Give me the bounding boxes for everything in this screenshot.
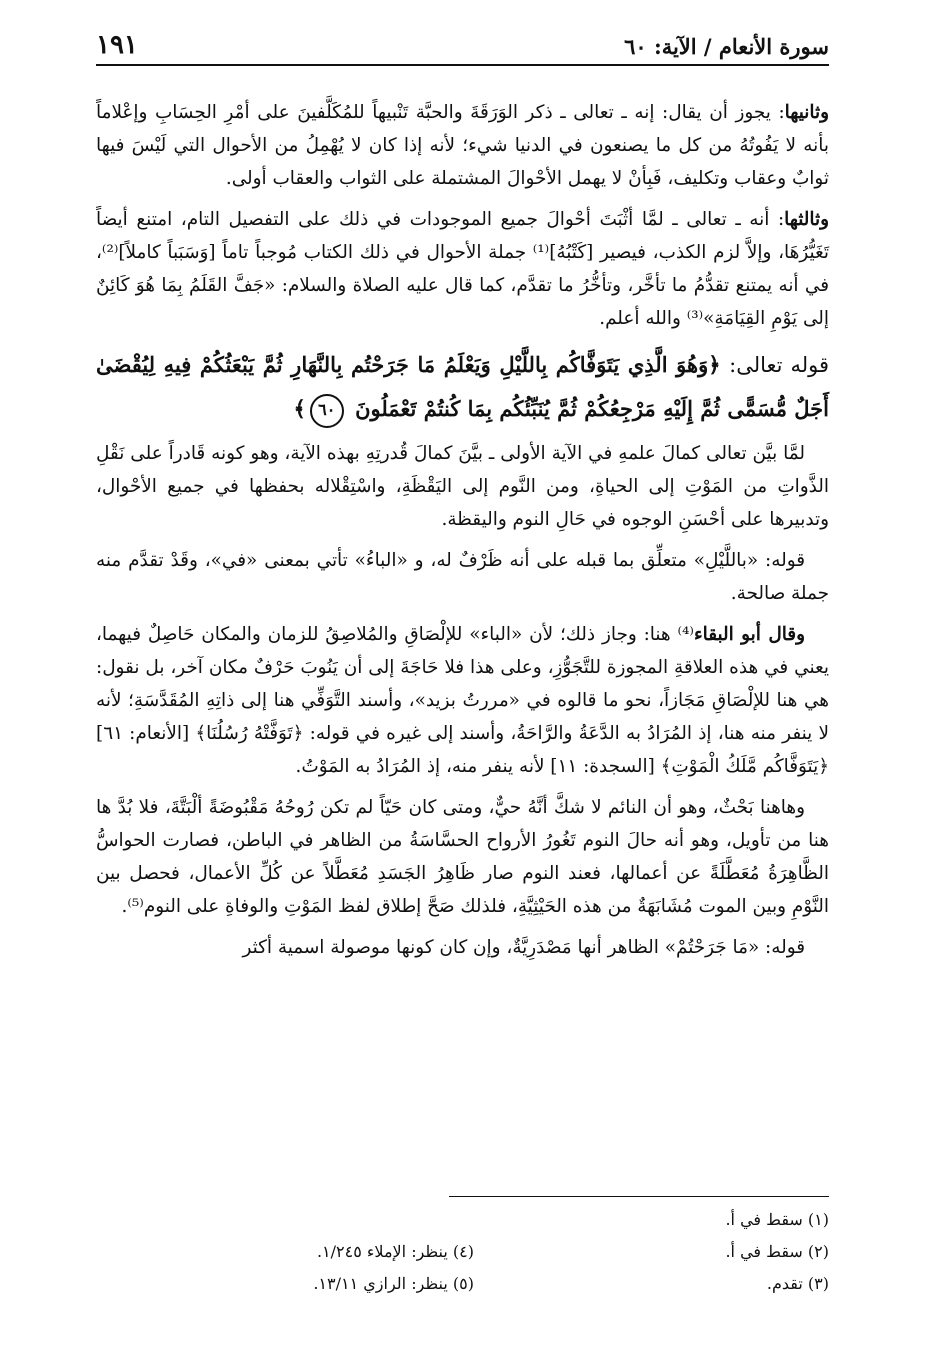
page-body — [96, 96, 829, 972]
paragraph-text: هنا: وجاز ذلك؛ لأن «الباء» للإلْصَاقِ والمُلاصِقُ للزمان والمكان حَاصِلٌ فيهما، يعني في هذه العلاقةِ المجوزة للتَّجَوُّزِ، وعلى هذا فلا حَاجَةَ إلى أن يَنُوبَ حَرْفٌ مكان آخر، بل نقول: هي هنا للإلْصَاقِ مَجَازاً، نحو ما قالوه في «مررتُ بزيد»، وأسند التَّوَفِّي هنا إلى ذاتِهِ المُقَدَّسَةِ؛ لأنه لا ينفر منه هنا، إذ المُرَادُ به الدَّعَةُ والرَّاحَةُ، وأسند إلى غيره في قوله: ﴿تَوَفَّتْهُ رُسُلُنَا﴾ [الأنعام: ٦١] ﴿يَتَوَفَّاكُم مَّلَكُ الْمَوْتِ﴾ [السجدة: ١١] لأنه ينفر منه، إذ المُرَادُ به المَوْتُ. — [96, 624, 829, 777]
footnote-ref: ⁽⁴⁾ — [677, 624, 694, 645]
paragraph-ma-jarahtum: قوله: «مَا جَرَحْتُمْ» الظاهر أنها مَصْدَرِيَّةٌ، وإن كان كونها موصولة اسمية أكثر — [242, 937, 805, 958]
footnote-1: (١) سقط في أ. — [725, 1210, 829, 1229]
paragraph-abu-al-baqa — [96, 618, 829, 783]
footnote-2: (٢) سقط في أ. — [725, 1242, 829, 1261]
paragraph-text: : أنه ـ تعالى ـ لمَّا أثْبَتَ أحْوالَ جميع الموجودات في ذلك على التفصيل التام، امتنع أيضاً تَغَيُّرُهَا، وإلاَّ لزم الكذب، فيصير [كَتْبُهُ]⁽¹⁾ جملة الأحوال في ذلك الكتاب مُوجباً تاماً [وَسَبَباً كاملاً]⁽²⁾، في أنه يمتنع تقدُّمُ ما تأخَّر، وتأخُّرُ ما تقدَّم، كما قال عليه الصلاة والسلام: «جَفَّ القَلَمُ بِمَا هُوَ كَائِنٌ إلى يَوْمِ القِيَامَةِ»⁽³⁾ والله أعلم. — [96, 209, 830, 329]
running-title: سورة الأنعام / الآية: ٦٠ — [624, 34, 829, 59]
footnote-rule — [449, 1196, 829, 1197]
paragraph-second-point — [96, 96, 829, 195]
page-header — [96, 28, 829, 68]
paragraph-discussion: وهاهنا بَحْثٌ، وهو أن النائم لا شكَّ أنَّهُ حيٌّ، ومتى كان حَيّاً لم تكن رُوحُهُ مَقْبُوضَةً ألْبَتَّةَ، فلا بُدَّ ها هنا من تأويل، وهو أنه حالَ النوم تَغُورُ الأرواح الحسَّاسَةُ من الظاهر في الباطن، فصارت الحواسُّ الظَّاهِرَةُ مُعَطَّلَةً عن أعمالها، فعند النوم صار ظَاهِرُ الجَسَدِ مُعَطَّلاً عن كُلِّ الأعمال، فحصل بين النَّوْمِ وبين الموت مُشَابَهَةٌ من هذه الحَيْثِيَّةِ، فلذلك صَحَّ إطلاق لفظ المَوْتِ والوفاةِ على النوم⁽⁵⁾. — [96, 797, 829, 917]
verse-close-bracket: ﴾ — [293, 396, 306, 421]
header-rule — [96, 64, 829, 66]
paragraph-lead: وثانيها — [784, 102, 829, 123]
paragraph-commentary: لمَّا بيَّن تعالى كمالَ علمهِ في الآية الأولى ـ بيَّنَ كمالَ قُدرتِهِ بهذه الآية، وهو كونه قَادراً على نَقْلِ الذَّواتِ من المَوْتِ إلى الحياةِ، ومن النَّوم إلى اليَقْظَةِ، واسْتِقْلاله بحفظها في جميع الأحْوال، وتدبيرها على أحْسَنِ الوجوه في حَالِ النوم واليقظة. — [96, 443, 829, 530]
paragraph-lead: وثالثها — [784, 209, 829, 230]
paragraph-third-point — [96, 203, 829, 335]
paragraph-text: : يجوز أن يقال: إنه ـ تعالى ـ ذكر الوَرَقَةَ والحبَّة تَنْبيهاً للمُكَلَّفينَ على أمْرِ الحِسَابِ وإعْلاماً بأنه لا يَفُوتُهُ من كل ما يصنعون في الدنيا شيء؛ لأنه إذا كان لا يُهْمِلُ من الأحوال التي لَيْسَ فيها ثوابٌ وعقاب وتكليف، فَبِأنْ لا يهمل الأحْوالَ المشتملة على الثواب والعقاب أولى. — [96, 102, 829, 189]
footnote-3: (٣) تقدم. — [766, 1274, 829, 1293]
paragraph-lead: وقال أبو البقاء — [693, 624, 805, 645]
page-number: ١٩١ — [96, 30, 138, 60]
verse-intro: قوله تعالى: — [729, 353, 829, 377]
verse-text: ﴿وَهُوَ الَّذِي يَتَوَفَّاكُم بِاللَّيْلِ وَيَعْلَمُ مَا جَرَحْتُم بِالنَّهَارِ ثُمَّ يَبْعَثُكُمْ فِيهِ لِيُقْضَىٰ أَجَلٌ مُّسَمًّى ثُمَّ إِلَيْهِ مَرْجِعُكُمْ ثُمَّ يُنَبِّئُكُم بِمَا كُنتُمْ تَعْمَلُونَ — [96, 352, 829, 421]
ayah-number-marker: ٦٠ — [310, 394, 344, 428]
footnote-5: (٥) ينظر: الرازي ١٣/١١. — [313, 1274, 474, 1293]
paragraph-bil-layl: قوله: «باللَّيْلِ» متعلِّق بما قبله على أنه ظَرْفٌ له، و «الباءُ» تأتي بمعنى «في»، وقَدْ تقدَّم منه جملة صالحة. — [96, 550, 829, 604]
quran-verse — [96, 343, 829, 431]
footnote-4: (٤) ينظر: الإملاء ١/٢٤٥. — [316, 1242, 474, 1261]
